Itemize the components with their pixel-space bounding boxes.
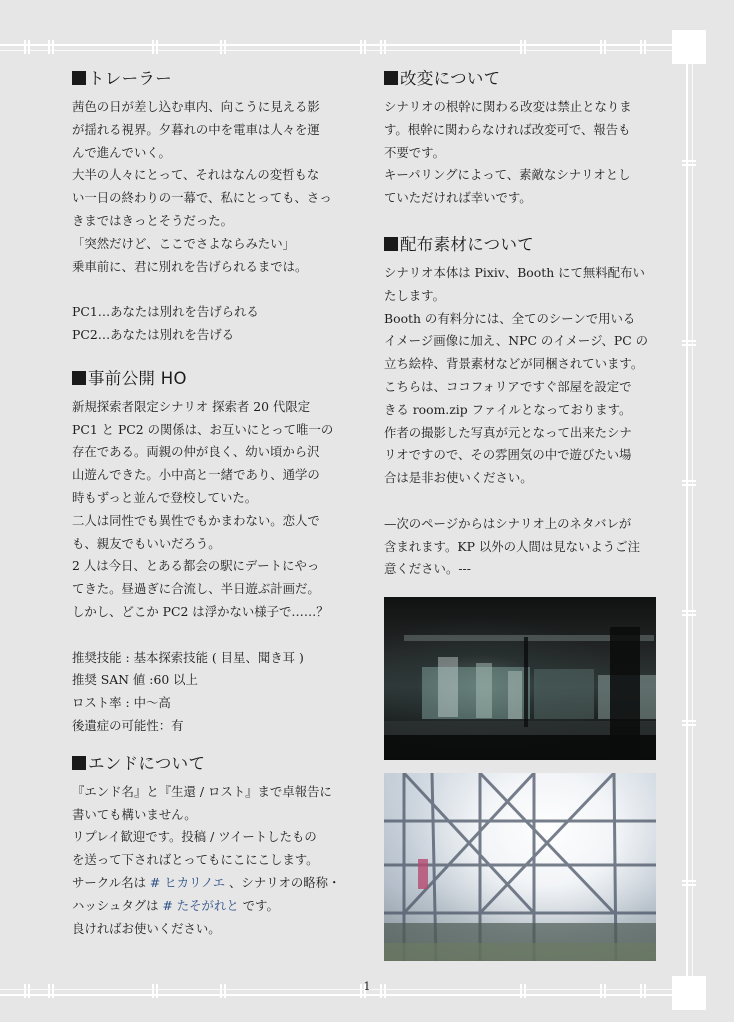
distribution-line: 作者の撮影した写真が元となって出来たシナ (384, 424, 632, 440)
frame-tick (152, 40, 154, 54)
distribution-heading-text: 配布素材について (400, 234, 535, 254)
frame-top-inner-line (0, 50, 672, 51)
circle-name-line (72, 872, 350, 895)
modification-heading-text: 改変について (400, 69, 501, 88)
frame-tick (360, 40, 362, 54)
ending-line: 書いても構いません。 (72, 806, 197, 822)
frame-tick (364, 40, 366, 54)
trailer-heading-text: トレーラー (88, 69, 172, 88)
frame-tick (48, 984, 50, 998)
ending-heading (72, 751, 350, 777)
frame-tick (28, 984, 30, 998)
frame-tick (24, 40, 26, 54)
distribution-line: シナリオ本体は Pixiv、Booth にて無料配布い (384, 264, 645, 280)
frame-tick (156, 40, 158, 54)
pre-ho-heading-text: 事前公開 HO (88, 368, 187, 388)
frame-tick (52, 984, 54, 998)
modification-line: す。根幹に関わらなければ改変可で、報告も (384, 121, 631, 137)
frame-top-line (0, 44, 690, 46)
heading-square-icon (72, 371, 86, 385)
frame-tick (682, 884, 696, 886)
frame-tick (682, 344, 696, 346)
circle-prefix: サークル名は (72, 874, 150, 890)
hashtag-suffix: です。 (238, 897, 279, 913)
frame-tick (682, 610, 696, 612)
closing-line: 良ければお使いください。 (72, 920, 221, 936)
frame-tick (28, 40, 30, 54)
frame-tick (682, 614, 696, 616)
distribution-line: たします。 (384, 287, 445, 303)
trailer-section (72, 66, 350, 347)
frame-tick (682, 480, 696, 482)
distribution-line: Booth の有料分には、全てのシーンで用いる (384, 310, 636, 326)
frame-tick (384, 40, 386, 54)
modification-heading (384, 66, 660, 92)
frame-tick (520, 40, 522, 54)
steel-scaffold-photo (384, 773, 656, 961)
frame-right-line (686, 44, 688, 996)
pre-ho-line: 山遊んできた。小中高と一緒であり、通学の (72, 467, 320, 483)
trailer-line: 茜色の日が差し込む車内、向こうに見える影 (72, 99, 320, 114)
frame-tick (24, 984, 26, 998)
pre-ho-line: 時もずっと並んで登校していた。 (72, 489, 258, 505)
aftereffect-possibility: 後遺症の可能性：有 (72, 717, 184, 733)
frame-tick (380, 40, 382, 54)
spoiler-warning-line: 含まれます。KP 以外の人間は見ないようご注 (384, 538, 640, 554)
ending-heading-text: エンドについて (88, 753, 206, 773)
frame-tick (524, 40, 526, 54)
frame-tick (220, 40, 222, 54)
frame-bottom-line (0, 994, 690, 996)
distribution-line: きる room.zip ファイルとなっております。 (384, 401, 632, 417)
frame-tick (224, 40, 226, 54)
frame-tick (644, 984, 646, 998)
pre-ho-line: 2 人は今日、とある都会の駅にデートにやっ (72, 558, 320, 574)
pre-ho-line: PC1 と PC2 の関係は、お互いにとって唯一の (72, 421, 334, 437)
distribution-line: リオですので、その雰囲気の中で遊びたい場 (384, 447, 632, 463)
heading-square-icon (72, 71, 86, 85)
hashtag-prefix: ハッシュタグは (72, 897, 163, 913)
heading-square-icon (384, 71, 398, 85)
circle-suffix: 、シナリオの略称・ (225, 874, 341, 890)
scenario-hashtag: # たそがれと (162, 897, 239, 913)
modification-line: シナリオの根幹に関わる改変は禁止となりま (384, 99, 632, 114)
lost-rate: ロスト率 : 中～高 (72, 695, 171, 711)
frame-tick (384, 984, 386, 998)
modification-line: 不要です。 (384, 144, 445, 160)
frame-tick (52, 40, 54, 54)
pre-ho-line: 二人は同性でも異性でもかまわない。恋人で (72, 512, 320, 528)
recommended-skills: 推奨技能 : 基本探索技能 ( 目星、聞き耳 ) (72, 649, 304, 665)
frame-corner-top (672, 30, 706, 64)
frame-tick (682, 484, 696, 486)
hashtag-line (72, 895, 350, 918)
pre-ho-line: 存在である。両親の仲が良く、幼い頃から沢 (72, 444, 320, 460)
trailer-line: 乗車前に、君に別れを告げられるまでは。 (72, 258, 308, 274)
frame-tick (644, 40, 646, 54)
modification-line: ていただければ幸いです。 (384, 190, 532, 206)
heading-square-icon (384, 237, 398, 251)
right-column (384, 66, 660, 581)
distribution-line: イメージ画像に加え、NPC のイメージ、PC の (384, 333, 649, 349)
distribution-line: 立ち絵枠、背景素材などが同梱されています。 (384, 356, 644, 372)
frame-tick (524, 984, 526, 998)
pre-ho-section (72, 366, 350, 738)
train-window-photo (384, 597, 656, 760)
distribution-heading (384, 232, 660, 258)
frame-tick (682, 340, 696, 342)
ending-line: リプレイ歓迎です。投稿 / ツイートしたもの (72, 829, 317, 845)
trailer-line: 「突然だけど、ここでさよならみたい」 (72, 235, 296, 251)
frame-tick (682, 724, 696, 726)
distribution-line: 合は是非お使いください。 (384, 470, 533, 486)
trailer-line: きまではきっとそうだった。 (72, 212, 234, 228)
ending-line: 『エンド名』と『生還 / ロスト』まで卓報告に (72, 783, 332, 799)
frame-tick (220, 984, 222, 998)
recommended-san: 推奨 SAN 値 :60 以上 (72, 672, 198, 688)
frame-tick (380, 984, 382, 998)
trailer-line: が揺れる視界。夕暮れの中を電車は人々を運 (72, 121, 320, 137)
frame-tick (520, 984, 522, 998)
pre-ho-line: も、親友でもいいだろう。 (72, 535, 221, 551)
frame-bottom-inner-line (0, 989, 672, 990)
frame-tick (640, 984, 642, 998)
frame-tick (682, 160, 696, 162)
pc1-line: PC1…あなたは別れを告げられる (72, 304, 259, 320)
frame-tick (682, 164, 696, 166)
spoiler-warning-line: 意ください。--- (384, 561, 471, 577)
distribution-section (384, 232, 660, 581)
pre-ho-line: 新規探索者限定シナリオ 探索者 20 代限定 (72, 398, 311, 414)
frame-tick (156, 984, 158, 998)
pre-ho-line: しかし、どこか PC2 は浮かない様子で……？ (72, 603, 329, 619)
heading-square-icon (72, 756, 86, 770)
left-column (72, 66, 350, 940)
frame-tick (640, 40, 642, 54)
frame-tick (604, 40, 606, 54)
frame-corner-bottom (672, 976, 706, 1010)
pre-ho-heading (72, 366, 350, 392)
pre-ho-line: てきた。昼過ぎに合流し、半日遊ぶ計画だ。 (72, 581, 320, 597)
circle-hashtag: # ヒカリノエ (149, 874, 226, 890)
frame-right-inner-line (692, 62, 693, 980)
frame-tick (152, 984, 154, 998)
distribution-line: こちらは、ココフォリアですぐ部屋を設定で (384, 378, 632, 394)
modification-section (384, 66, 660, 210)
spoiler-warning-line: —次のページからはシナリオ上のネタバレが (384, 515, 632, 531)
modification-line: キーパリングによって、素敵なシナリオとし (384, 167, 631, 183)
trailer-line: い一日の終わりの一幕で、私にとっても、さっ (72, 190, 332, 206)
frame-tick (600, 40, 602, 54)
frame-tick (600, 984, 602, 998)
frame-tick (224, 984, 226, 998)
ending-line: を送って下さればとってもにこにこします。 (72, 852, 319, 868)
pc2-line: PC2…あなたは別れを告げる (72, 326, 234, 342)
trailer-heading (72, 66, 350, 92)
frame-tick (48, 40, 50, 54)
page-number: 1 (363, 980, 371, 993)
frame-tick (682, 880, 696, 882)
trailer-line: 大半の人々にとって、それはなんの変哲もな (72, 167, 320, 183)
frame-tick (604, 984, 606, 998)
trailer-line: んで進んでいく。 (72, 144, 171, 160)
ending-section (72, 751, 350, 941)
frame-tick (682, 720, 696, 722)
